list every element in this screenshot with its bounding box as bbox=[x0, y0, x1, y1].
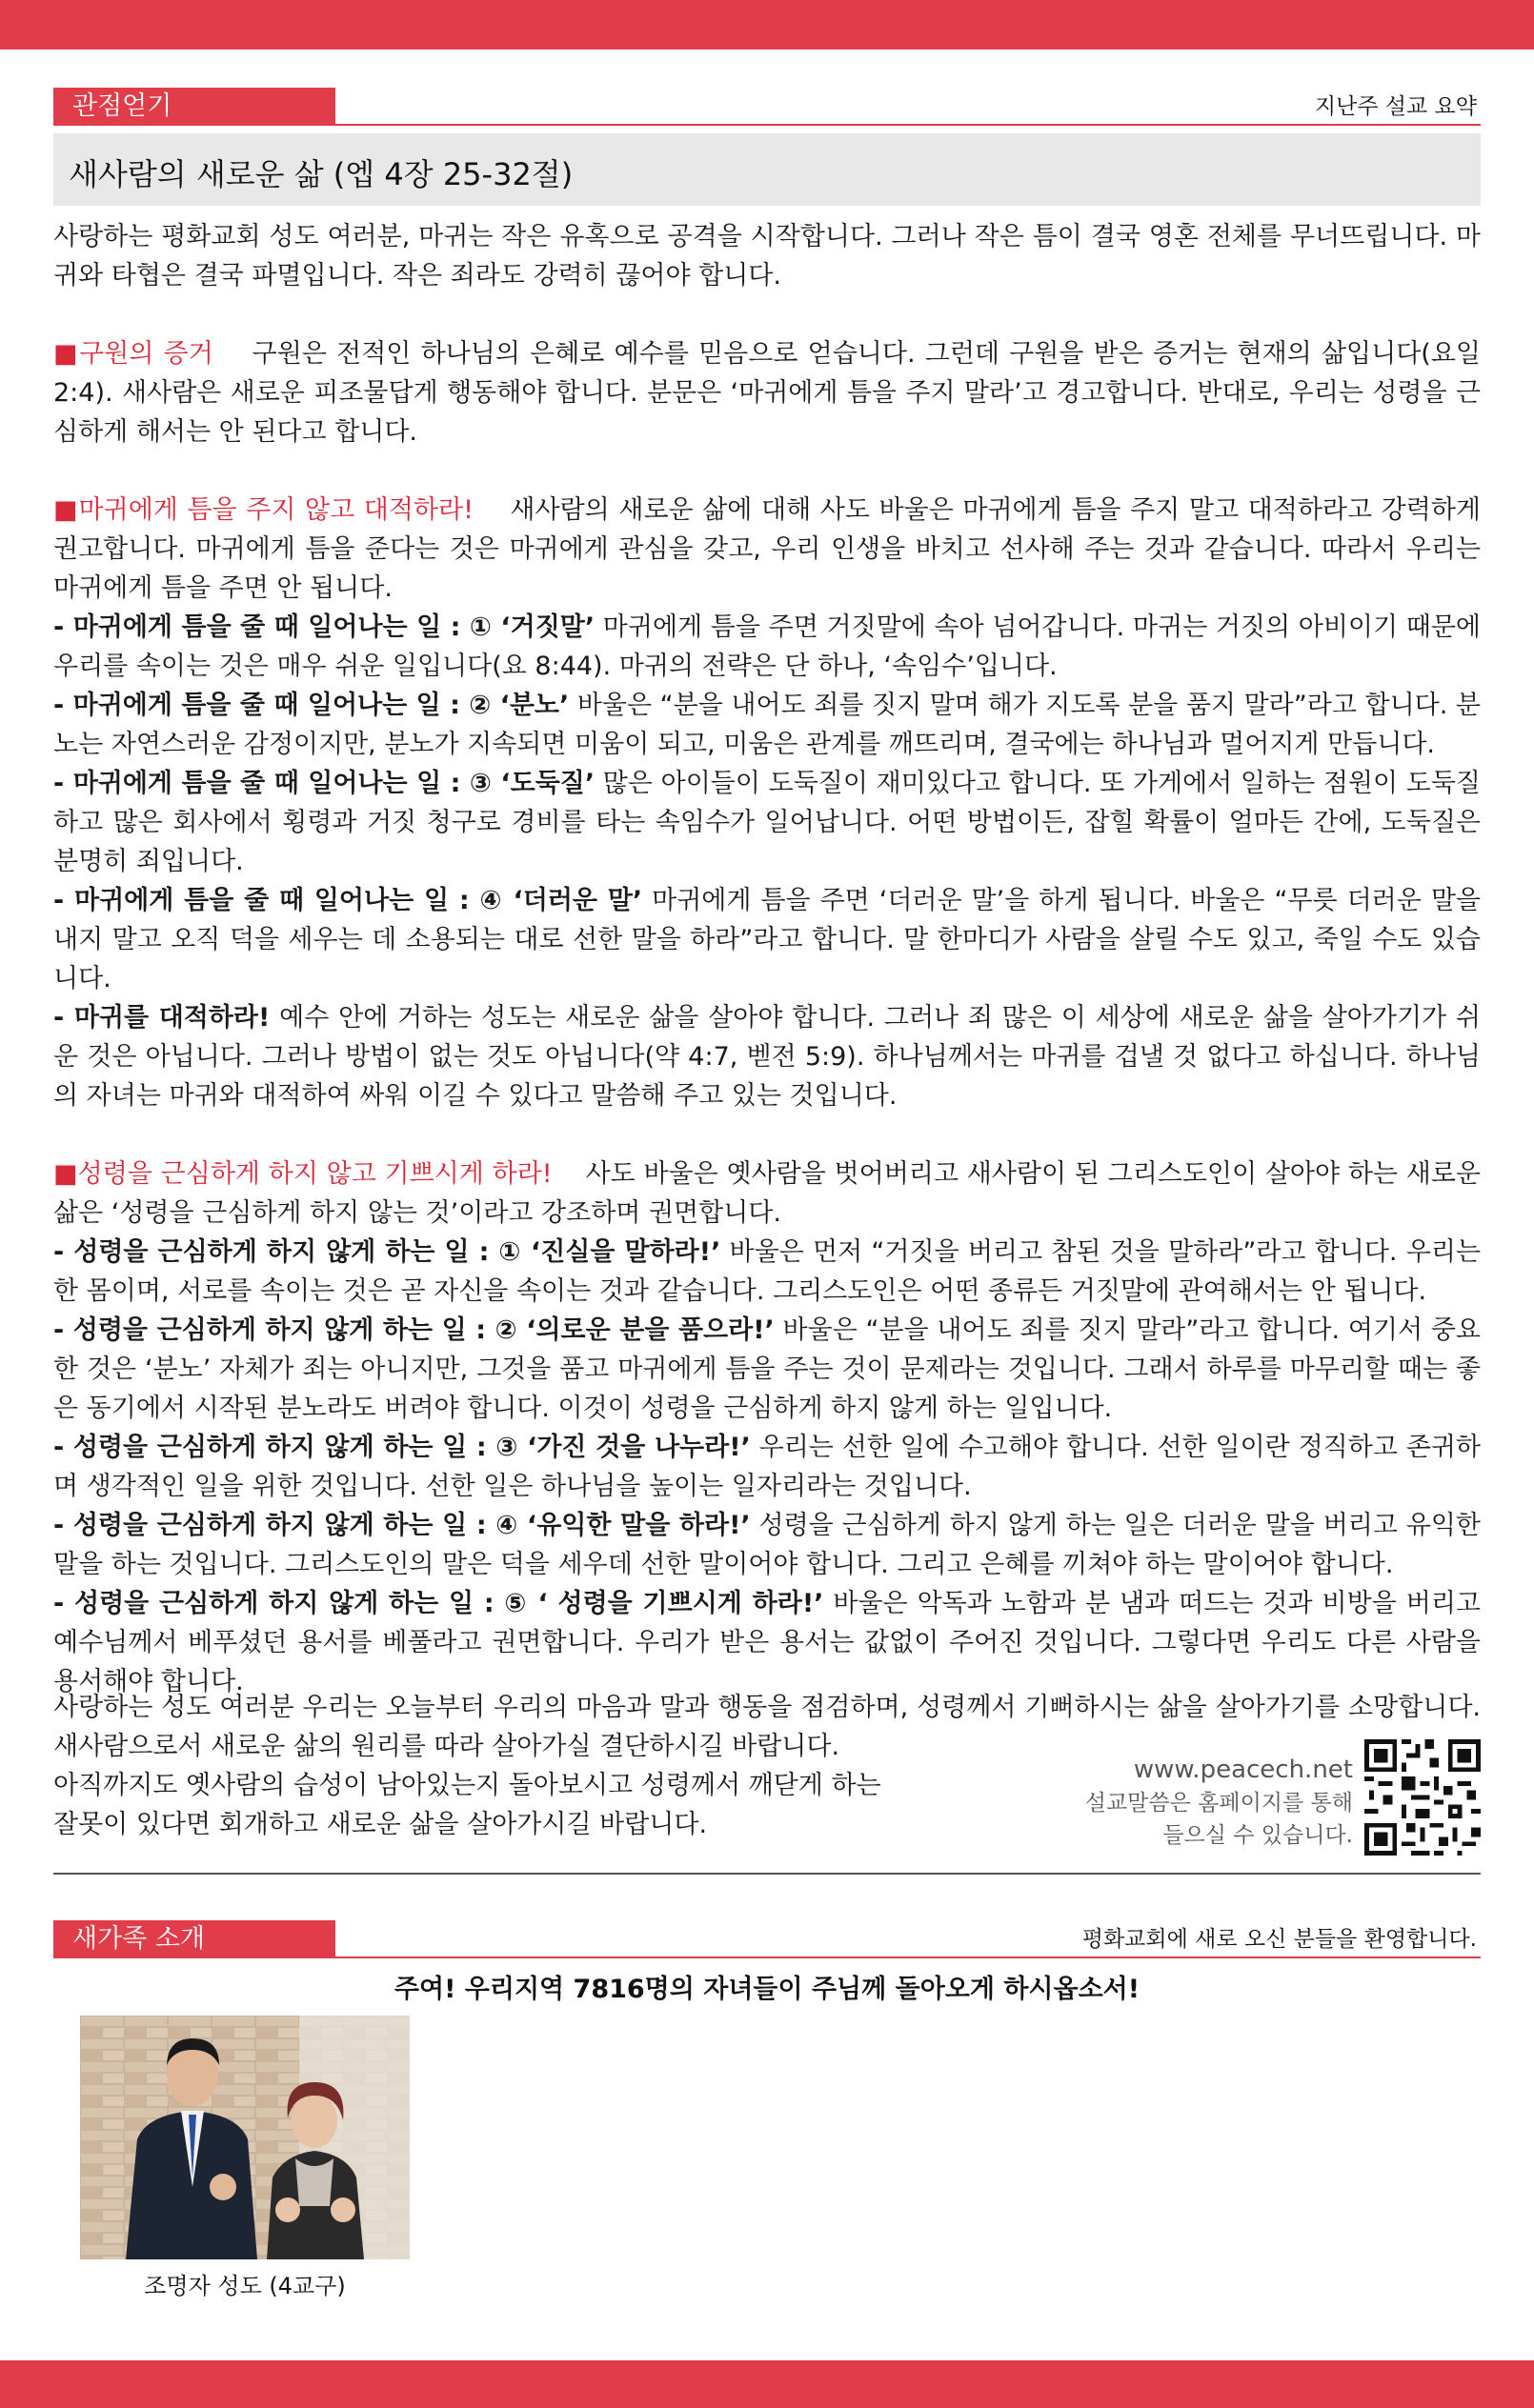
bullet-icon: ■ bbox=[53, 339, 80, 369]
text-salvation: 구원은 전적인 하나님의 은혜로 예수를 믿음으로 얻습니다. 그런데 구원을 받은 증거는 현재의 삶입니다(요일 2:4). 새사람은 새로운 피조물답게 행동해야 합니다. 분문은 ‘마귀에게 틈을 주지 말라’고 경고합니다. 반대로, 우리는 성령을 근심하게 해서는 안 된다고 합니다. bbox=[53, 339, 1481, 447]
website-note-1: 설교말씀은 홈페이지를 통해 bbox=[1084, 1791, 1353, 1816]
sermon-body bbox=[53, 217, 1481, 1701]
sermon-title: 새사람의 새로운 삶 (엡 4장 25-32절) bbox=[69, 156, 574, 192]
text-holy-spirit: 사도 바울은 옛사람을 벗어버리고 새사람이 된 그리스도인이 살아야 하는 새로운 삶은 ‘성령을 근심하게 하지 않는 것’이라고 강조하며 권면합니다. bbox=[53, 1159, 1481, 1228]
section-tab-label: 새가족 소개 bbox=[53, 1920, 335, 1958]
list-item: - 성령을 근심하게 하지 않게 하는 일 : ⑤ ‘ 성령을 기쁘시게 하라!’ 바울은 악독과 노함과 분 냄과 떠드는 것과 비방을 버리고 예수님께서 베푸셨던 용서를 베풀라고 권면합니다. 우리가 받은 용서는 값없이 주어진 것입니다. 그렇다면 우리도 다른 사람을 용서해야 합니다. bbox=[53, 1589, 1481, 1696]
qr-code-icon[interactable] bbox=[1364, 1739, 1481, 1856]
list-item: - 성령을 근심하게 하지 않게 하는 일 : ③ ‘가진 것을 나누라!’ 우리는 선한 일에 수고해야 합니다. 선한 일이란 정직하고 존귀하며 생각적인 일을 위한 것입니다. 선한 일은 하나님을 높이는 일자리라는 것입니다. bbox=[53, 1433, 1481, 1501]
list-item: - 성령을 근심하게 하지 않게 하는 일 : ① ‘진실을 말하라!’ 바울은 먼저 “거짓을 버리고 참된 것을 말하라”라고 합니다. 우리는 한 몸이며, 서로를 속이는 것은 곧 자신을 속이는 것과 같습니다. 그리스도인은 어떤 종류든 거짓말에 관여해서는 안 됩니다. bbox=[53, 1237, 1481, 1306]
closing-line-3: 잘못이 있다면 회개하고 새로운 삶을 살아가시길 바랍니다. bbox=[53, 1810, 708, 1839]
section-header-sermon bbox=[53, 88, 1481, 126]
paragraph-salvation bbox=[53, 334, 1481, 452]
website-url[interactable]: www.peacech.net bbox=[1133, 1756, 1353, 1784]
website-note-2: 들으실 수 있습니다. bbox=[1162, 1823, 1353, 1848]
top-banner bbox=[0, 0, 1534, 50]
bottom-banner bbox=[0, 2360, 1534, 2408]
new-member-photo bbox=[80, 2016, 410, 2259]
list-item: - 성령을 근심하게 하지 않게 하는 일 : ④ ‘유익한 말을 하라!’ 성령을 근심하게 하지 않게 하는 일은 더러운 말을 버리고 유익한 말을 하는 것입니다. 그리스도인의 말은 덕을 세우데 선한 말이어야 합니다. 그리고 은혜를 끼쳐야 하는 말이어야 합니다. bbox=[53, 1511, 1482, 1579]
closing-line-2: 아직까지도 옛사람의 습성이 남아있는지 돌아보시고 성령께서 깨닫게 하는 bbox=[53, 1771, 881, 1800]
sermon-title-box bbox=[53, 133, 1481, 206]
section-tab-label: 관점얻기 bbox=[53, 88, 335, 126]
list-item: - 마귀를 대적하라! 예수 안에 거하는 성도는 새로운 삶을 살아야 합니다. 그러나 죄 많은 이 세상에 새로운 삶을 살아가기가 쉬운 것은 아닙니다. 그러나 방법이 없는 것도 아닙니다(약 4:7, 벧전 5:9). 하나님께서는 마귀를 겁낼 것 없다고 하십니다. 하나님의 자녀는 마귀와 대적하여 싸워 이길 수 있다고 말씀해 주고 있는 것입니다. bbox=[53, 1003, 1481, 1111]
section-subtitle: 평화교회에 새로 오신 분들을 환영합니다. bbox=[1081, 1927, 1477, 1952]
intro-paragraph: 사랑하는 평화교회 성도 여러분, 마귀는 작은 유혹으로 공격을 시작합니다. 그러나 작은 틈이 결국 영혼 전체를 무너뜨립니다. 마귀와 타협은 결국 파멸입니다. 작은 죄라도 강력히 끊어야 합니다. bbox=[53, 222, 1481, 291]
text-resist-devil: 새사람의 새로운 삶에 대해 사도 바울은 마귀에게 틈을 주지 말고 대적하라고 강력하게 권고합니다. 마귀에게 틈을 준다는 것은 마귀에게 관심을 갖고, 우리 인생을 바치고 선사해 주는 것과 같습니다. 따라서 우리는 마귀에게 틈을 주면 안 됩니다. bbox=[53, 495, 1481, 603]
heading-resist-devil: 마귀에게 틈을 주지 않고 대적하라! bbox=[78, 495, 474, 525]
paragraph-holy-spirit bbox=[53, 1154, 1481, 1233]
list-item: - 마귀에게 틈을 줄 때 일어나는 일 : ① ‘거짓말’ 마귀에게 틈을 주면 거짓말에 속아 넘어갑니다. 마귀는 거짓의 아비이기 때문에 우리를 속이는 것은 매우 쉬운 일입니다(요 8:44). 마귀의 전략은 단 하나, ‘속임수’입니다. bbox=[53, 612, 1481, 681]
heading-holy-spirit: 성령을 근심하게 하지 않고 기쁘시게 하라! bbox=[77, 1159, 553, 1189]
heading-salvation: 구원의 증거 bbox=[79, 339, 213, 369]
website-info bbox=[1085, 1753, 1353, 1852]
bullet-icon: ■ bbox=[53, 1159, 78, 1189]
list-item: - 마귀에게 틈을 줄 때 일어나는 일 : ② ‘분노’ 바울은 “분을 내어도 죄를 짓지 말며 해가 지도록 분을 품지 말라”라고 합니다. 분노는 자연스러운 감정이지만, 분노가 지속되면 미움이 되고, 미움은 관계를 깨뜨리며, 결국에는 하나님과 멀어지게 만듭니다. bbox=[53, 691, 1481, 759]
closing-lines bbox=[53, 1766, 968, 1844]
list-item: - 마귀에게 틈을 줄 때 일어나는 일 : ③ ‘도둑질’ 많은 아이들이 도둑질이 재미있다고 합니다. 또 가게에서 일하는 점원이 도둑질하고 많은 회사에서 횡령과 거짓 청구로 경비를 타는 속임수가 일어납니다. 어떤 방법이든, 잡힐 확률이 얼마든 간에, 도둑질은 분명히 죄입니다. bbox=[53, 769, 1481, 876]
bullet-icon: ■ bbox=[53, 495, 79, 525]
list-item: - 성령을 근심하게 하지 않게 하는 일 : ② ‘의로운 분을 품으라!’ 바울은 “분을 내어도 죄를 짓지 말라”라고 합니다. 여기서 중요한 것은 ‘분노’ 자체가 죄는 아니지만, 그것을 품고 마귀에게 틈을 주는 것이 문제라는 것입니다. 그래서 하루를 마무리할 때는 좋은 동기에서 시작된 분노라도 버려야 합니다. 이것이 성령을 근심하게 하지 않게 하는 일입니다. bbox=[53, 1315, 1481, 1423]
section-header-new-family bbox=[53, 1920, 1481, 1958]
prayer-line: 주여! 우리지역 7816명의 자녀들이 주님께 돌아오게 하시옵소서! bbox=[394, 1975, 1140, 2004]
photo-caption: 조명자 성도 (4교구) bbox=[144, 2273, 346, 2299]
section-subtitle: 지난주 설교 요약 bbox=[1314, 94, 1477, 119]
list-item: - 마귀에게 틈을 줄 때 일어나는 일 : ④ ‘더러운 말’ 마귀에게 틈을 주면 ‘더러운 말’을 하게 됩니다. 바울은 “무릇 더러운 말을 내지 말고 오직 덕을 세우는 데 소용되는 대로 선한 말을 하라”라고 합니다. 말 한마디가 사람을 살릴 수도 있고, 죽일 수도 있습니다. bbox=[53, 886, 1481, 993]
paragraph-resist-devil bbox=[53, 491, 1481, 608]
closing-paragraph: 사랑하는 성도 여러분 우리는 오늘부터 우리의 마음과 말과 행동을 점검하며, 성령께서 기뻐하시는 삶을 살아가기를 소망합니다. 새사람으로서 새로운 삶의 원리를 따라 살아가실 결단하시길 바랍니다. bbox=[53, 1693, 1481, 1761]
section-divider bbox=[53, 1873, 1481, 1875]
